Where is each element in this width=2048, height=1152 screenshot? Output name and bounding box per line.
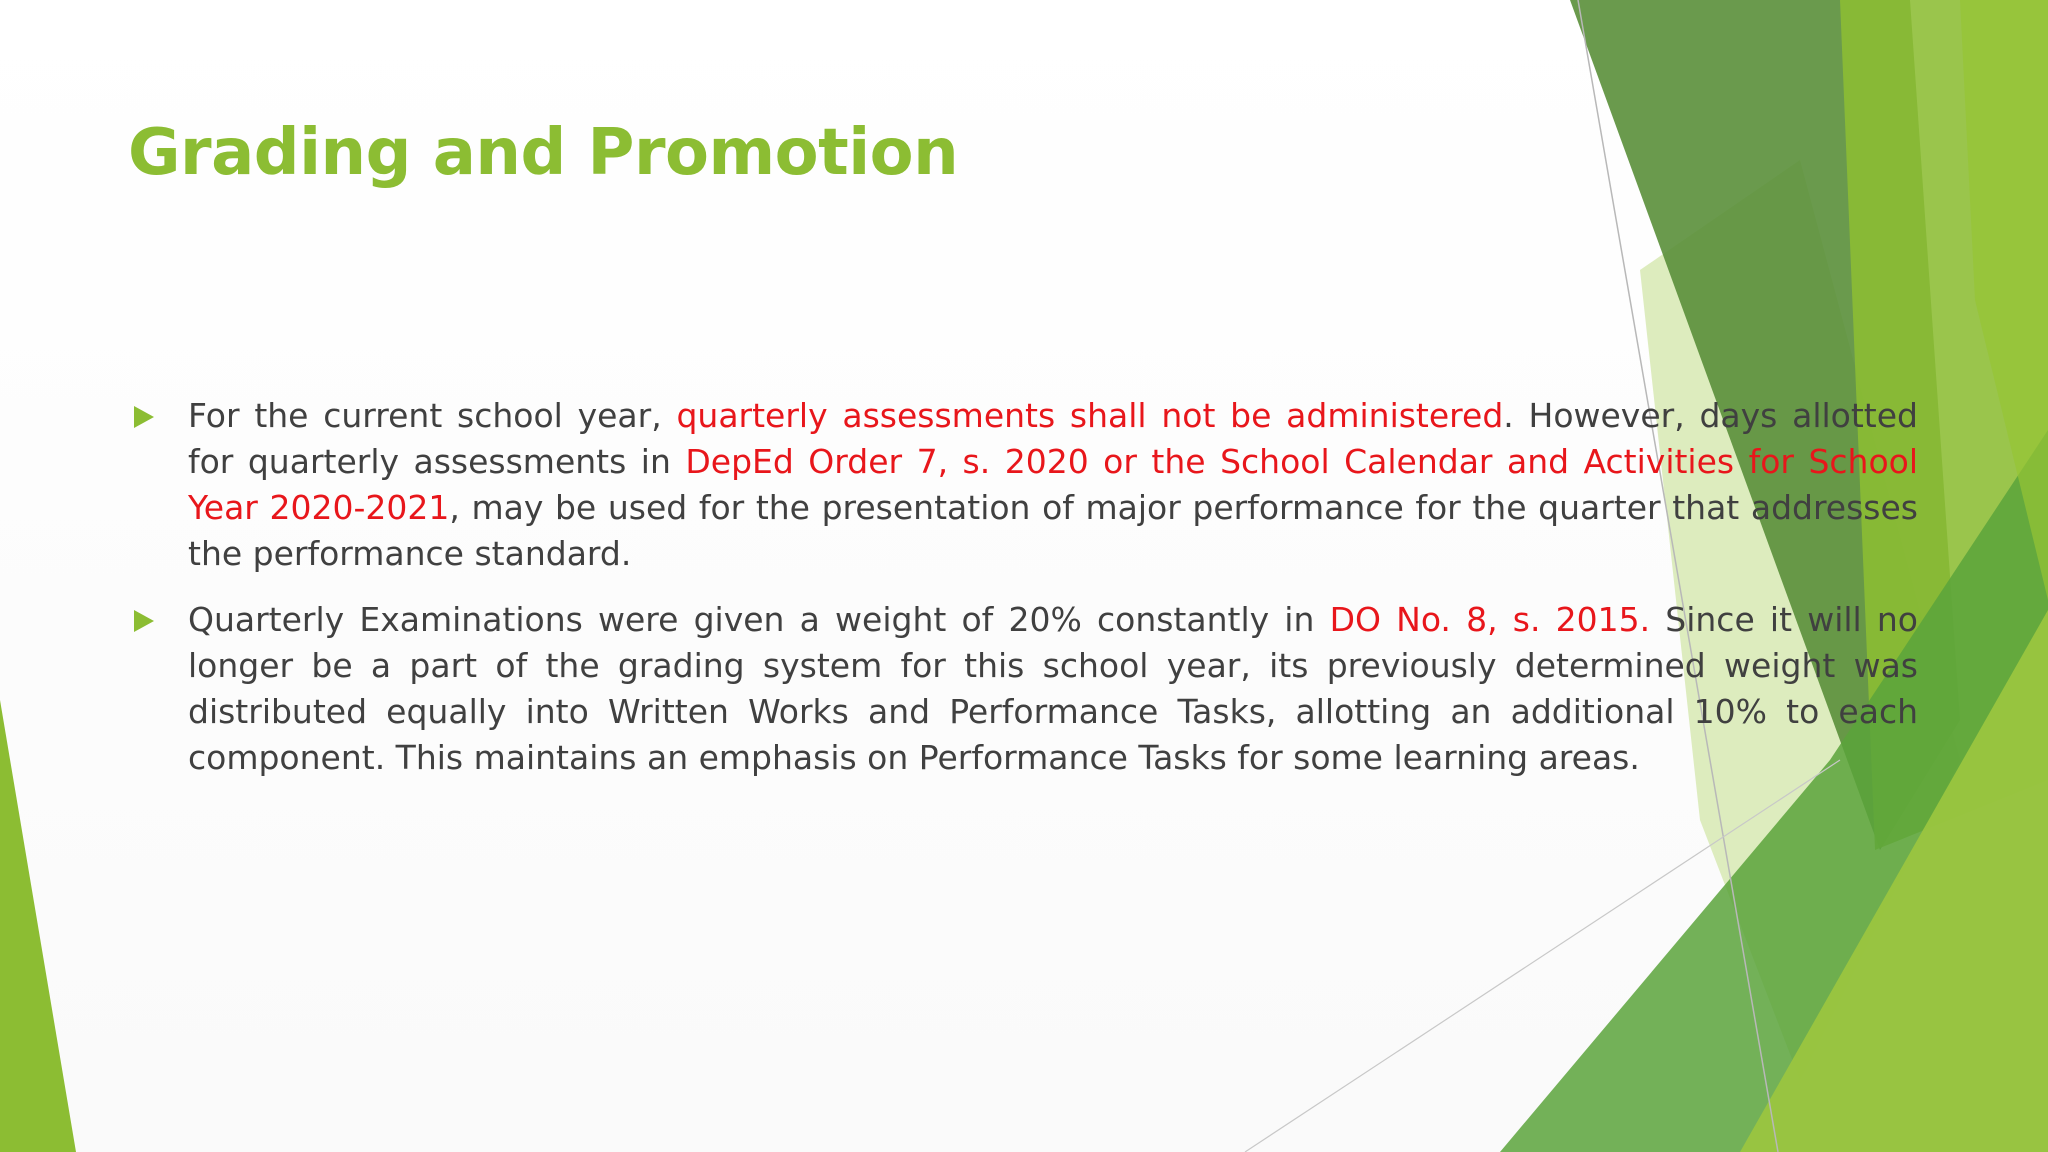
- triangle-bullet-icon: [134, 406, 154, 428]
- highlight-text: DepEd Order 7, s. 2020 or the School Calendar and Activities for School Year 2020-2021: [188, 442, 1918, 527]
- bullet-item: [130, 393, 1918, 577]
- bullet-text: Since it will no longer be a part of the grading system for this school year, its previously determined weight was distributed equally into Written Works and Performance Tasks, allotting an additional 10% to each component. This maintains an emphasis on Performance Tasks for some learning areas.: [188, 600, 1918, 777]
- bullet-text: For the current school year,: [188, 396, 677, 435]
- bullet-text: . However, days allotted for quarterly assessments in: [188, 396, 1918, 481]
- triangle-bullet-icon: [134, 610, 154, 632]
- bullet-list: [130, 393, 1918, 801]
- highlight-text: quarterly assessments shall not be administered: [676, 396, 1504, 435]
- bullet-text: , may be used for the presentation of major performance for the quarter that addresses the performance standard.: [188, 488, 1918, 573]
- slide-title: Grading and Promotion: [128, 116, 959, 190]
- highlight-text: DO No. 8, s. 2015.: [1329, 600, 1651, 639]
- bullet-text: Quarterly Examinations were given a weight of 20% constantly in: [188, 600, 1330, 639]
- bullet-item: [130, 597, 1918, 781]
- left-facet: [0, 700, 76, 1152]
